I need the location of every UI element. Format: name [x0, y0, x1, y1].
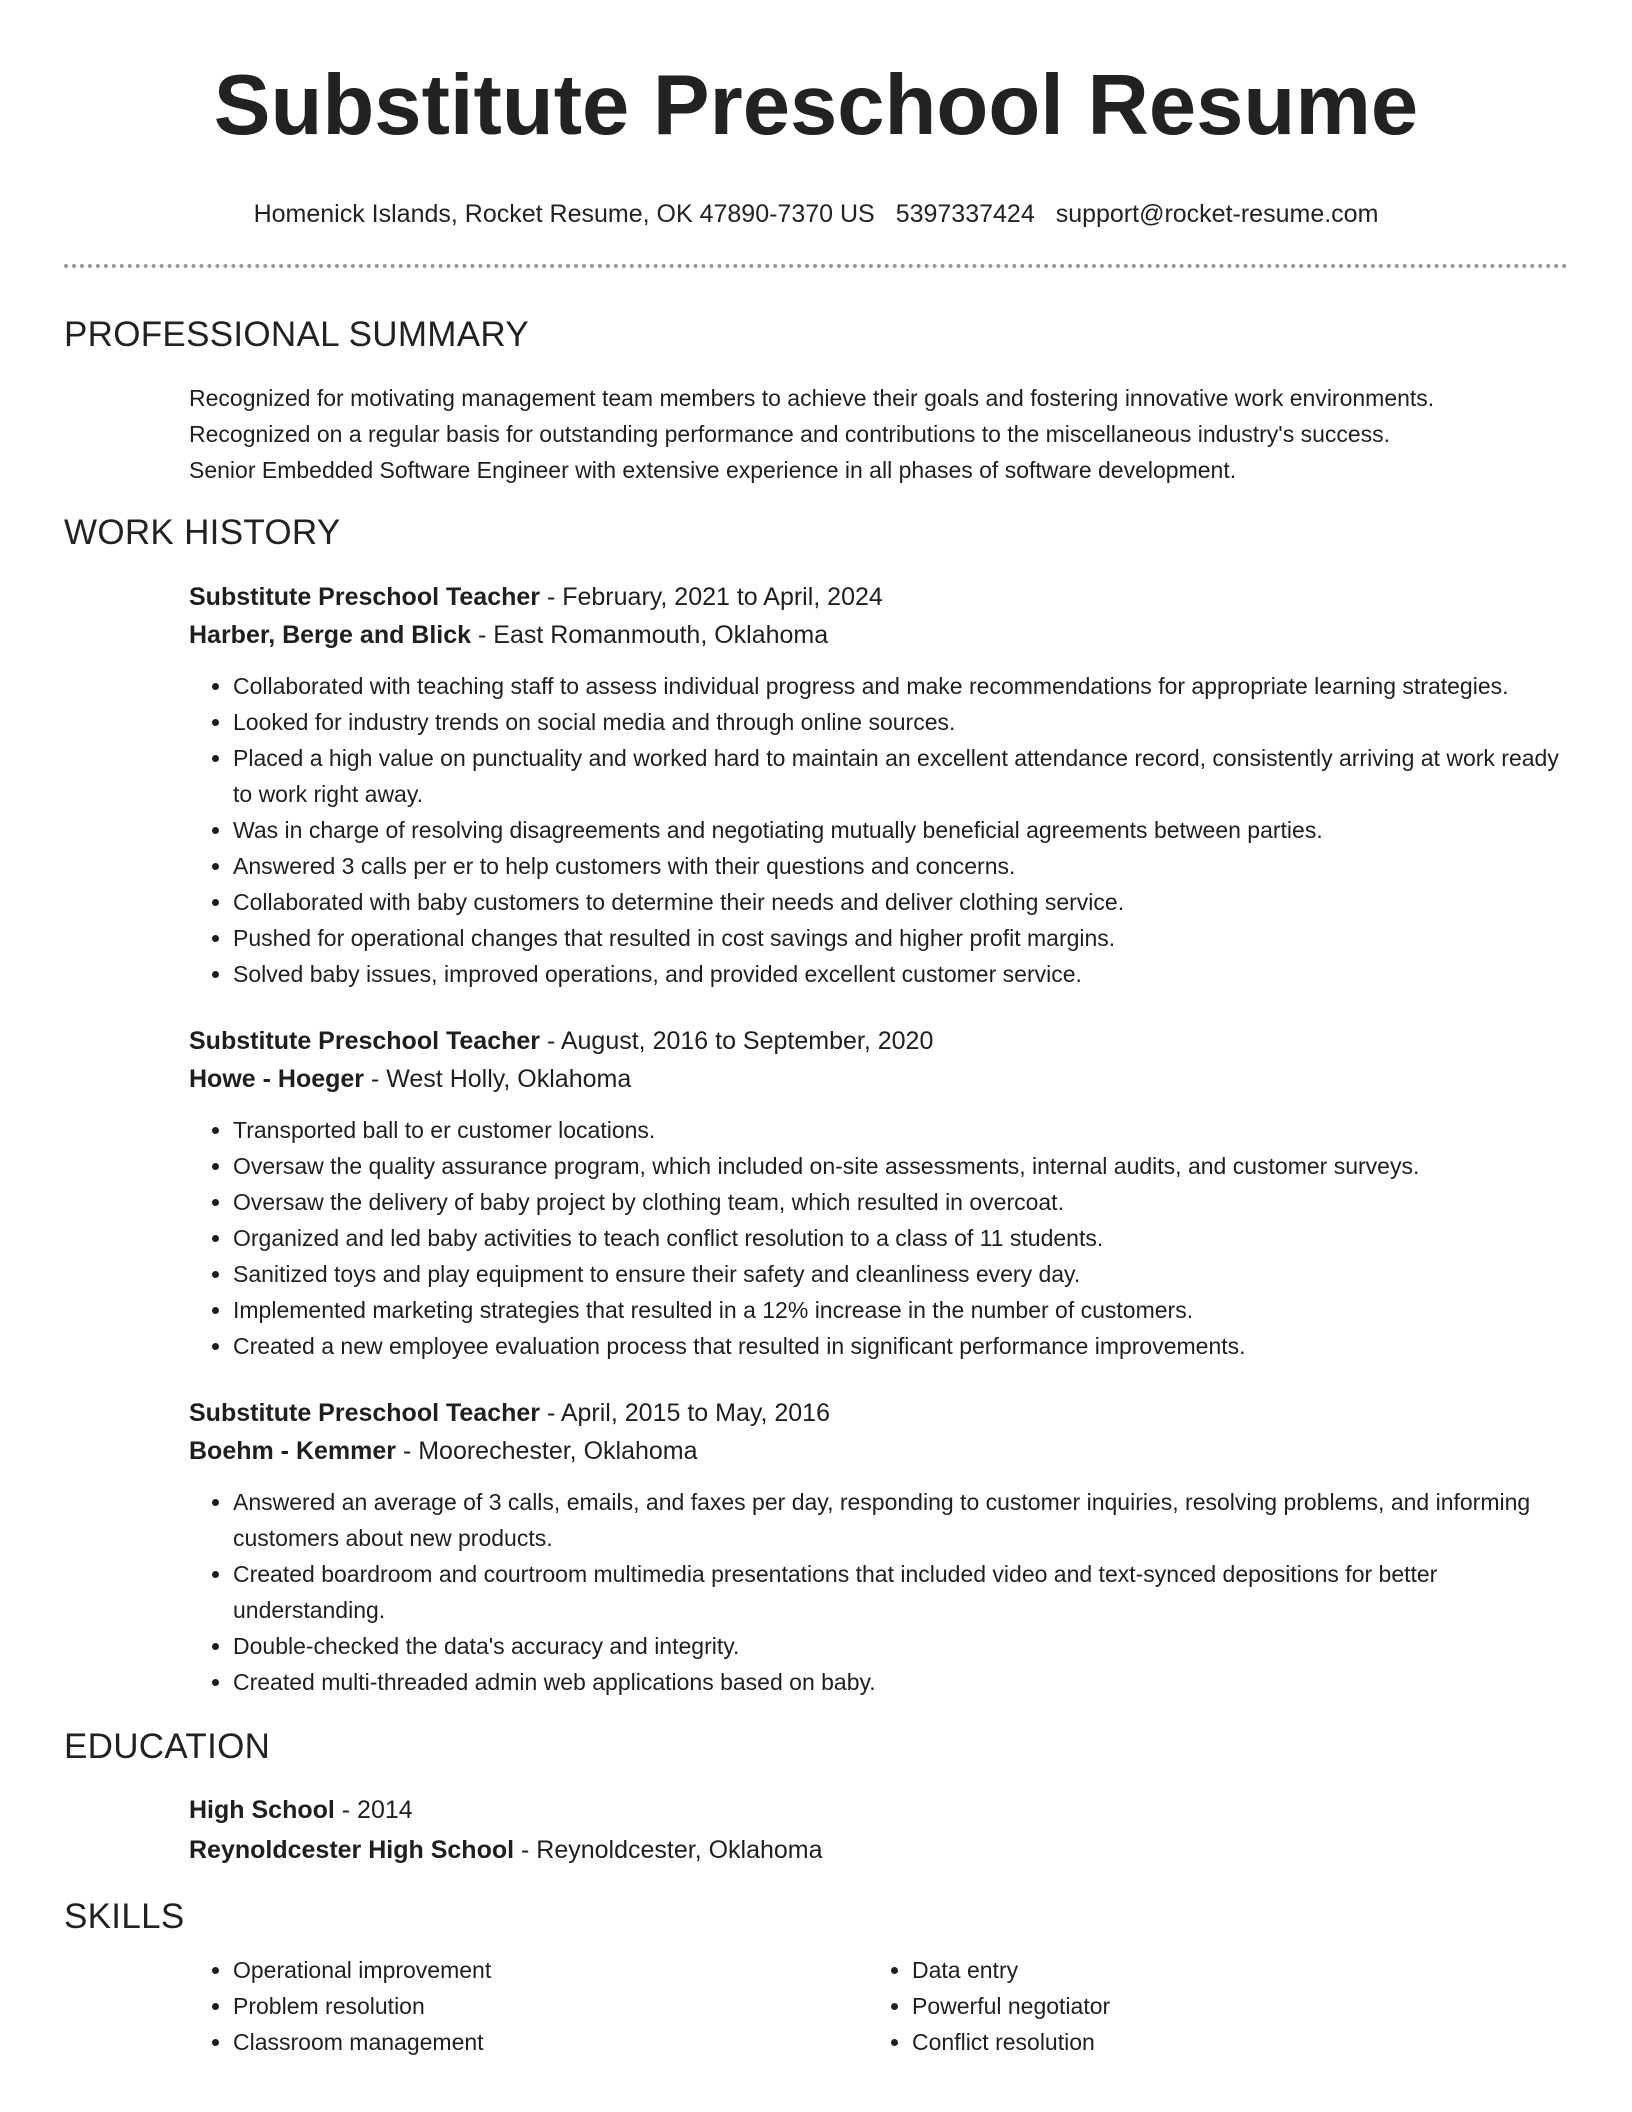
list-item: • Was in charge of resolving disagreements and negotiating mutually beneficial agreements between parties.	[233, 812, 1568, 848]
degree-line	[189, 1790, 1568, 1830]
list-item: • Implemented marketing strategies that resulted in a 12% increase in the number of customers.	[233, 1292, 1568, 1328]
school-name: Reynoldcester High School	[189, 1836, 515, 1864]
job-company: Howe - Hoeger	[189, 1065, 365, 1093]
summary-line: Recognized on a regular basis for outstanding performance and contributions to the miscellaneous industry's success.	[189, 421, 1391, 447]
job-title-line	[189, 1022, 1568, 1060]
skills-left-column	[189, 1952, 868, 2060]
job-entry	[189, 1022, 1568, 1364]
skill-item: • Data entry	[912, 1952, 1547, 1988]
skill-item: • Problem resolution	[233, 1988, 868, 2024]
list-item: • Answered 3 calls per er to help customers with their questions and concerns.	[233, 848, 1568, 884]
job-title: Substitute Preschool Teacher	[189, 583, 541, 611]
education-entry	[189, 1790, 1568, 1870]
list-item: • Created multi-threaded admin web applications based on baby.	[233, 1664, 1568, 1700]
skills-columns	[189, 1952, 1568, 2060]
list-item: • Collaborated with teaching staff to assess individual progress and make recommendations for appropriate learning strategies.	[233, 668, 1568, 704]
header-divider	[64, 264, 1568, 268]
school-line	[189, 1830, 1568, 1870]
job-location: - East Romanmouth, Oklahoma	[471, 621, 829, 649]
skills-right-column	[868, 1952, 1547, 2060]
summary-text	[189, 380, 1568, 488]
contact-line	[64, 198, 1568, 230]
list-item: • Pushed for operational changes that resulted in cost savings and higher profit margins.	[233, 920, 1568, 956]
list-item: • Oversaw the quality assurance program, which included on-site assessments, internal audits, and customer surveys.	[233, 1148, 1568, 1184]
summary-heading: PROFESSIONAL SUMMARY	[64, 315, 529, 354]
job-bullets	[189, 1112, 1568, 1364]
contact-phone: 5397337424	[895, 200, 1035, 228]
job-location: - Moorechester, Oklahoma	[396, 1437, 698, 1465]
summary-line: Recognized for motivating management team members to achieve their goals and fostering innovative work environments.	[189, 385, 1435, 411]
summary-line: Senior Embedded Software Engineer with extensive experience in all phases of software development.	[189, 457, 1237, 483]
job-company: Harber, Berge and Blick	[189, 621, 472, 649]
job-dates: - April, 2015 to May, 2016	[540, 1399, 830, 1427]
skill-item: • Operational improvement	[233, 1952, 868, 1988]
resume-title: Substitute Preschool Resume	[213, 58, 1419, 153]
job-dates: - August, 2016 to September, 2020	[540, 1027, 934, 1055]
work-section	[64, 512, 1568, 1700]
job-entry	[189, 578, 1568, 992]
education-section	[64, 1726, 1568, 1870]
summary-section	[64, 314, 1568, 488]
list-item: • Placed a high value on punctuality and worked hard to maintain an excellent attendance record, consistently arriving at work ready to work right away.	[233, 740, 1568, 812]
education-heading: EDUCATION	[64, 1727, 271, 1766]
contact-address: Homenick Islands, Rocket Resume, OK 47890-7370 US	[253, 200, 875, 228]
job-company-line	[189, 1060, 1568, 1098]
school-location: - Reynoldcester, Oklahoma	[514, 1836, 823, 1864]
job-bullets	[189, 668, 1568, 992]
skill-item: • Conflict resolution	[912, 2024, 1547, 2060]
job-title-line	[189, 1394, 1568, 1432]
list-item: • Sanitized toys and play equipment to ensure their safety and cleanliness every day.	[233, 1256, 1568, 1292]
job-title: Substitute Preschool Teacher	[189, 1027, 541, 1055]
skill-item: • Powerful negotiator	[912, 1988, 1547, 2024]
contact-email: support@rocket-resume.com	[1055, 200, 1379, 228]
list-item: • Answered an average of 3 calls, emails, and faxes per day, responding to customer inquiries, resolving problems, and informing customers about new products.	[233, 1484, 1568, 1556]
list-item: • Organized and led baby activities to teach conflict resolution to a class of 11 students.	[233, 1220, 1568, 1256]
skills-section	[64, 1896, 1568, 2060]
list-item: • Looked for industry trends on social media and through online sources.	[233, 704, 1568, 740]
job-title-line	[189, 578, 1568, 616]
work-heading: WORK HISTORY	[64, 513, 341, 552]
list-item: • Oversaw the delivery of baby project by clothing team, which resulted in overcoat.	[233, 1184, 1568, 1220]
list-item: • Created a new employee evaluation process that resulted in significant performance improvements.	[233, 1328, 1568, 1364]
skill-item: • Classroom management	[233, 2024, 868, 2060]
graduation-year: - 2014	[334, 1796, 413, 1824]
list-item: • Solved baby issues, improved operations, and provided excellent customer service.	[233, 956, 1568, 992]
list-item: • Double-checked the data's accuracy and integrity.	[233, 1628, 1568, 1664]
job-dates: - February, 2021 to April, 2024	[540, 583, 883, 611]
job-entry	[189, 1394, 1568, 1700]
job-company: Boehm - Kemmer	[189, 1437, 396, 1465]
list-item: • Collaborated with baby customers to determine their needs and deliver clothing service.	[233, 884, 1568, 920]
job-title: Substitute Preschool Teacher	[189, 1399, 541, 1427]
skills-heading: SKILLS	[64, 1897, 185, 1936]
job-company-line	[189, 616, 1568, 654]
job-bullets	[189, 1484, 1568, 1700]
list-item: • Transported ball to er customer locations.	[233, 1112, 1568, 1148]
list-item: • Created boardroom and courtroom multimedia presentations that included video and text-synced depositions for better understanding.	[233, 1556, 1568, 1628]
degree: High School	[189, 1796, 335, 1824]
job-location: - West Holly, Oklahoma	[364, 1065, 632, 1093]
job-company-line	[189, 1432, 1568, 1470]
